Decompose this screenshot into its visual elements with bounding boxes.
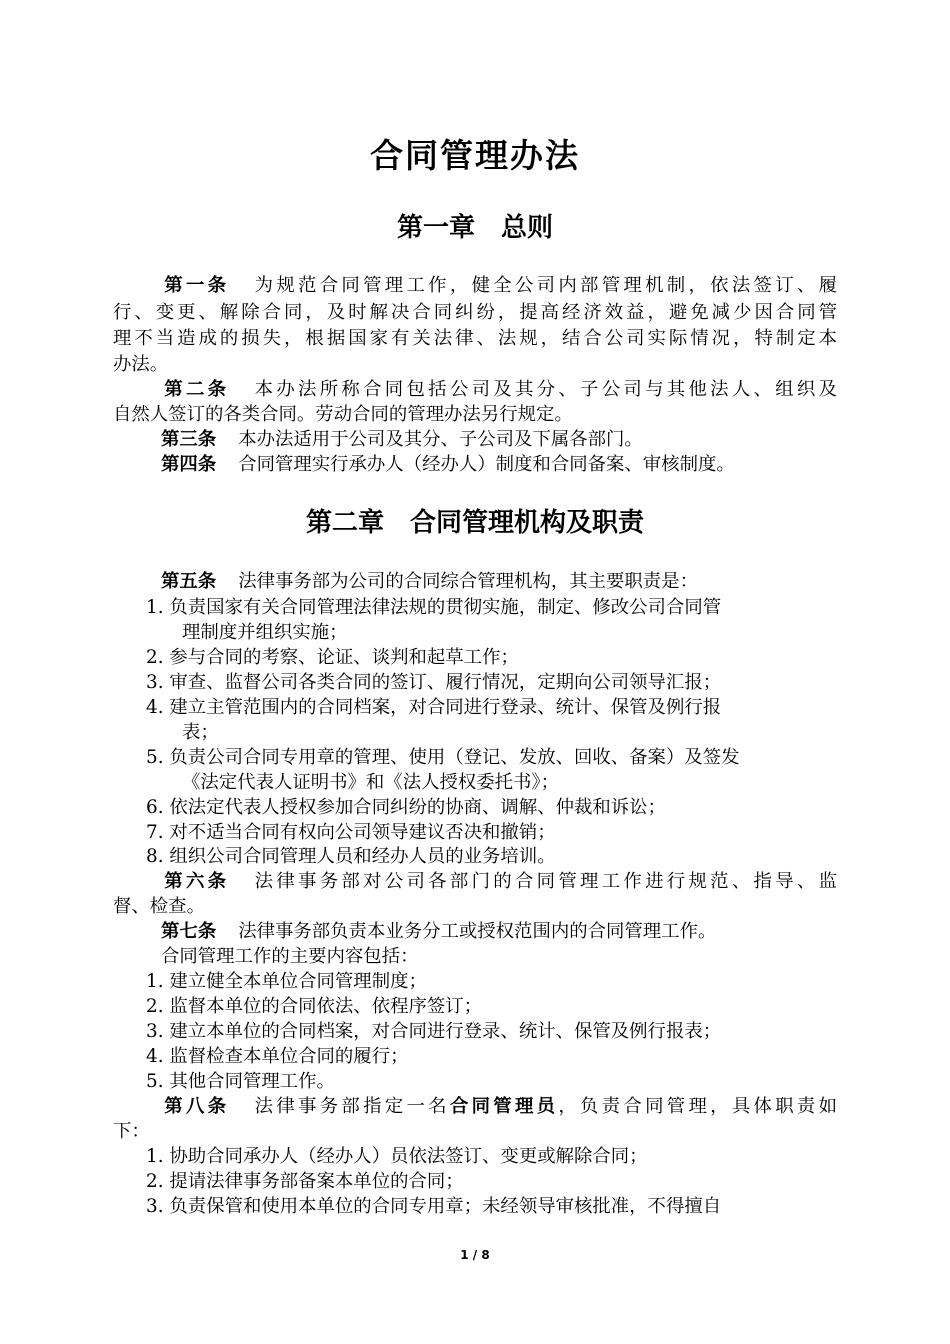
article-8-line-1: 第八条 法律事务部指定一名合同管理员，负责合同管理，具体职责如 [161,1096,837,1117]
chapter-2-heading: 第二章 合同管理机构及职责 [305,508,644,538]
article-2-label: 第二条 [161,379,230,400]
article-2-line-2: 自然人签订的各类合同。劳动合同的管理办法另行规定。 [113,404,573,425]
article-5-item-4: 4. 建立主管范围内的合同档案，对合同进行登录、统计、保管及例行报 [146,697,722,718]
document-title: 合同管理办法 [370,136,580,175]
article-5-line-1: 第五条 法律事务部为公司的合同综合管理机构，其主要职责是： [161,571,698,592]
article-2-line-1: 第二条 本办法所称合同包括公司及其分、子公司与其他法人、组织及 [161,379,837,400]
article-7-intro: 合同管理工作的主要内容包括： [161,946,419,967]
article-5-item-1-cont: 理制度并组织实施； [182,622,348,643]
article-6-label: 第六条 [161,871,230,892]
article-7-item-4: 4. 监督检查本单位合同的履行； [146,1046,409,1067]
article-8-item-2: 2. 提请法律事务部备案本单位的合同； [146,1171,464,1192]
article-7-item-1: 1. 建立健全本单位合同管理制度； [146,971,427,992]
article-8-item-1: 1. 协助合同承办人（经办人）员依法签订、变更或解除合同； [146,1146,648,1167]
article-5-label: 第五条 [161,571,217,592]
article-5-item-2: 2. 参与合同的考察、论证、谈判和起草工作； [146,647,519,668]
article-7-item-2: 2. 监督本单位的合同依法、依程序签订； [146,996,483,1017]
article-5-item-8: 8. 组织公司合同管理人员和经办人员的业务培训。 [146,846,556,867]
article-5-item-5-cont: 《法定代表人证明书》和《法人授权委托书》； [182,772,560,793]
article-7-item-5: 5. 其他合同管理工作。 [146,1071,335,1092]
contract-administrator-term: 合同管理员 [449,1096,559,1117]
article-3-label: 第三条 [161,429,217,450]
article-6-line-2: 督、检查。 [113,896,205,917]
article-1-line-4: 办法。 [113,354,169,375]
article-1-line-1: 第一条 为规范合同管理工作，健全公司内部管理机制，依法签订、履 [161,275,837,296]
article-7-line-1: 第七条 法律事务部负责本业务分工或授权范围内的合同管理工作。 [161,921,717,942]
article-4-label: 第四条 [161,454,217,475]
article-8-item-3: 3. 负责保管和使用本单位的合同专用章；未经领导审核批准，不得擅自 [146,1196,722,1217]
article-1-line-3: 理不当造成的损失，根据国家有关法律、法规，结合公司实际情况，特制定本 [113,328,837,349]
article-8-line-2: 下： [113,1121,150,1142]
page-number: 1 / 8 [460,1248,490,1262]
article-7-item-3: 3. 建立本单位的合同档案，对合同进行登录、统计、保管及例行报表； [146,1021,722,1042]
article-3-line-1: 第三条 本办法适用于公司及其分、子公司及下属各部门。 [161,429,643,450]
article-8-label: 第八条 [161,1096,230,1117]
article-5-item-5: 5. 负责公司合同专用章的管理、使用（登记、发放、回收、备案）及签发 [146,747,740,768]
article-6-line-1: 第六条 法律事务部对公司各部门的合同管理工作进行规范、指导、监 [161,871,837,892]
article-5-item-4-cont: 表； [182,722,219,743]
chapter-1-heading: 第一章 总则 [396,213,553,243]
article-5-item-1: 1. 负责国家有关合同管理法律法规的贯彻实施，制定、修改公司合同管 [146,597,722,618]
article-1-label: 第一条 [161,275,230,296]
article-4-line-1: 第四条 合同管理实行承办人（经办人）制度和合同备案、审核制度。 [161,454,735,475]
article-5-item-3: 3. 审查、监督公司各类合同的签订、履行情况，定期向公司领导汇报； [146,672,722,693]
article-5-item-7: 7. 对不适当合同有权向公司领导建议否决和撤销； [146,822,556,843]
article-7-label: 第七条 [161,921,217,942]
article-1-line-2: 行、变更、解除合同，及时解决合同纠纷，提高经济效益，避免减少因合同管 [113,302,837,323]
article-5-item-6: 6. 依法定代表人授权参加合同纠纷的协商、调解、仲裁和诉讼； [146,797,666,818]
